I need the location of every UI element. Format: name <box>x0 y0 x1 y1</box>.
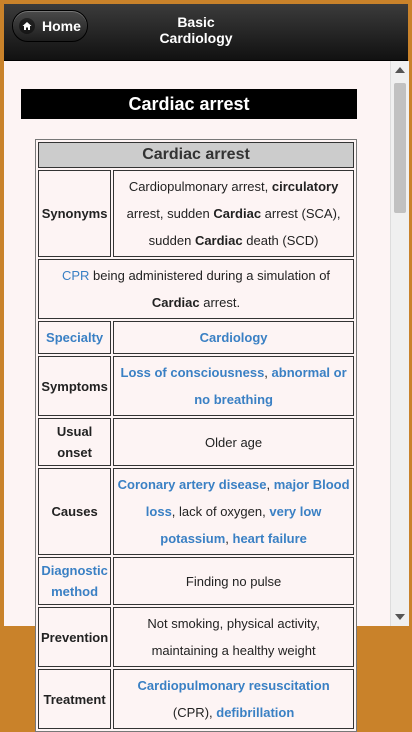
app-window <box>4 4 408 720</box>
scrollbar-thumb[interactable] <box>394 83 406 213</box>
heart-failure-link[interactable]: heart failure <box>232 531 307 546</box>
cpr-link[interactable]: CPR <box>61 268 90 283</box>
defibrillation-link[interactable]: defibrillation <box>216 705 295 720</box>
header-title <box>134 14 258 46</box>
infobox-row-caption <box>38 259 354 319</box>
infobox-heading: Cardiac arrest <box>38 142 354 168</box>
abnormal-breathing-link[interactable]: abnormal or no breathing <box>194 365 347 407</box>
prevention-value: Not smoking, physical activity, maintaining a healthy weight <box>113 607 354 667</box>
infobox-row-onset <box>38 418 354 466</box>
causes-label: Causes <box>38 468 111 555</box>
low-potassium-link[interactable]: very low potassium <box>160 504 322 546</box>
image-caption: CPR being administered during a simulation of Cardiac arrest. <box>38 259 354 319</box>
symptoms-value: Loss of consciousness, abnormal or no breathing <box>113 356 354 416</box>
infobox-row-diagnostic <box>38 557 354 605</box>
specialty-value-link[interactable]: Cardiology <box>113 321 354 354</box>
header-title-line2: Cardiology <box>159 30 233 46</box>
vertical-scrollbar[interactable] <box>390 61 409 626</box>
infobox-row-symptoms <box>38 356 354 416</box>
diagnostic-method-label-link[interactable]: Diagnostic method <box>38 557 111 605</box>
infobox-row-treatment <box>38 669 354 729</box>
infobox-row-synonyms <box>38 170 354 257</box>
specialty-label-link[interactable]: Specialty <box>38 321 111 354</box>
loss-of-consciousness-link[interactable]: Loss of consciousness <box>120 365 265 380</box>
coronary-artery-disease-link[interactable]: Coronary artery disease <box>117 477 267 492</box>
diagnostic-value: Finding no pulse <box>113 557 354 605</box>
infobox-row-causes <box>38 468 354 555</box>
causes-value: Coronary artery disease, major Blood loss, lack of oxygen, very low potassium, heart failure <box>113 468 354 555</box>
symptoms-label: Symptoms <box>38 356 111 416</box>
home-label: Home <box>42 18 81 34</box>
synonyms-label: Synonyms <box>38 170 111 257</box>
infobox-row-prevention <box>38 607 354 667</box>
onset-value: Older age <box>113 418 354 466</box>
treatment-value: Cardiopulmonary resuscitation (CPR), defibrillation <box>113 669 354 729</box>
prevention-label: Prevention <box>38 607 111 667</box>
infobox <box>35 139 357 732</box>
cpr-treatment-link[interactable]: Cardiopulmonary resuscitation <box>137 678 330 693</box>
infobox-row-specialty <box>38 321 354 354</box>
onset-label: Usual onset <box>38 418 111 466</box>
app-header <box>4 4 408 61</box>
header-title-line1: Basic <box>177 14 215 30</box>
page-title: Cardiac arrest <box>21 89 357 119</box>
blood-loss-link[interactable]: major Blood loss <box>145 477 350 519</box>
article-content <box>4 61 390 720</box>
home-button[interactable] <box>12 10 88 42</box>
scroll-down-arrow-icon[interactable] <box>395 614 405 620</box>
home-icon <box>19 18 35 34</box>
scroll-up-arrow-icon[interactable] <box>395 67 405 73</box>
treatment-label: Treatment <box>38 669 111 729</box>
synonyms-value: Cardiopulmonary arrest, circulatory arrest, sudden Cardiac arrest (SCA), sudden Cardiac death (SCD) <box>113 170 354 257</box>
